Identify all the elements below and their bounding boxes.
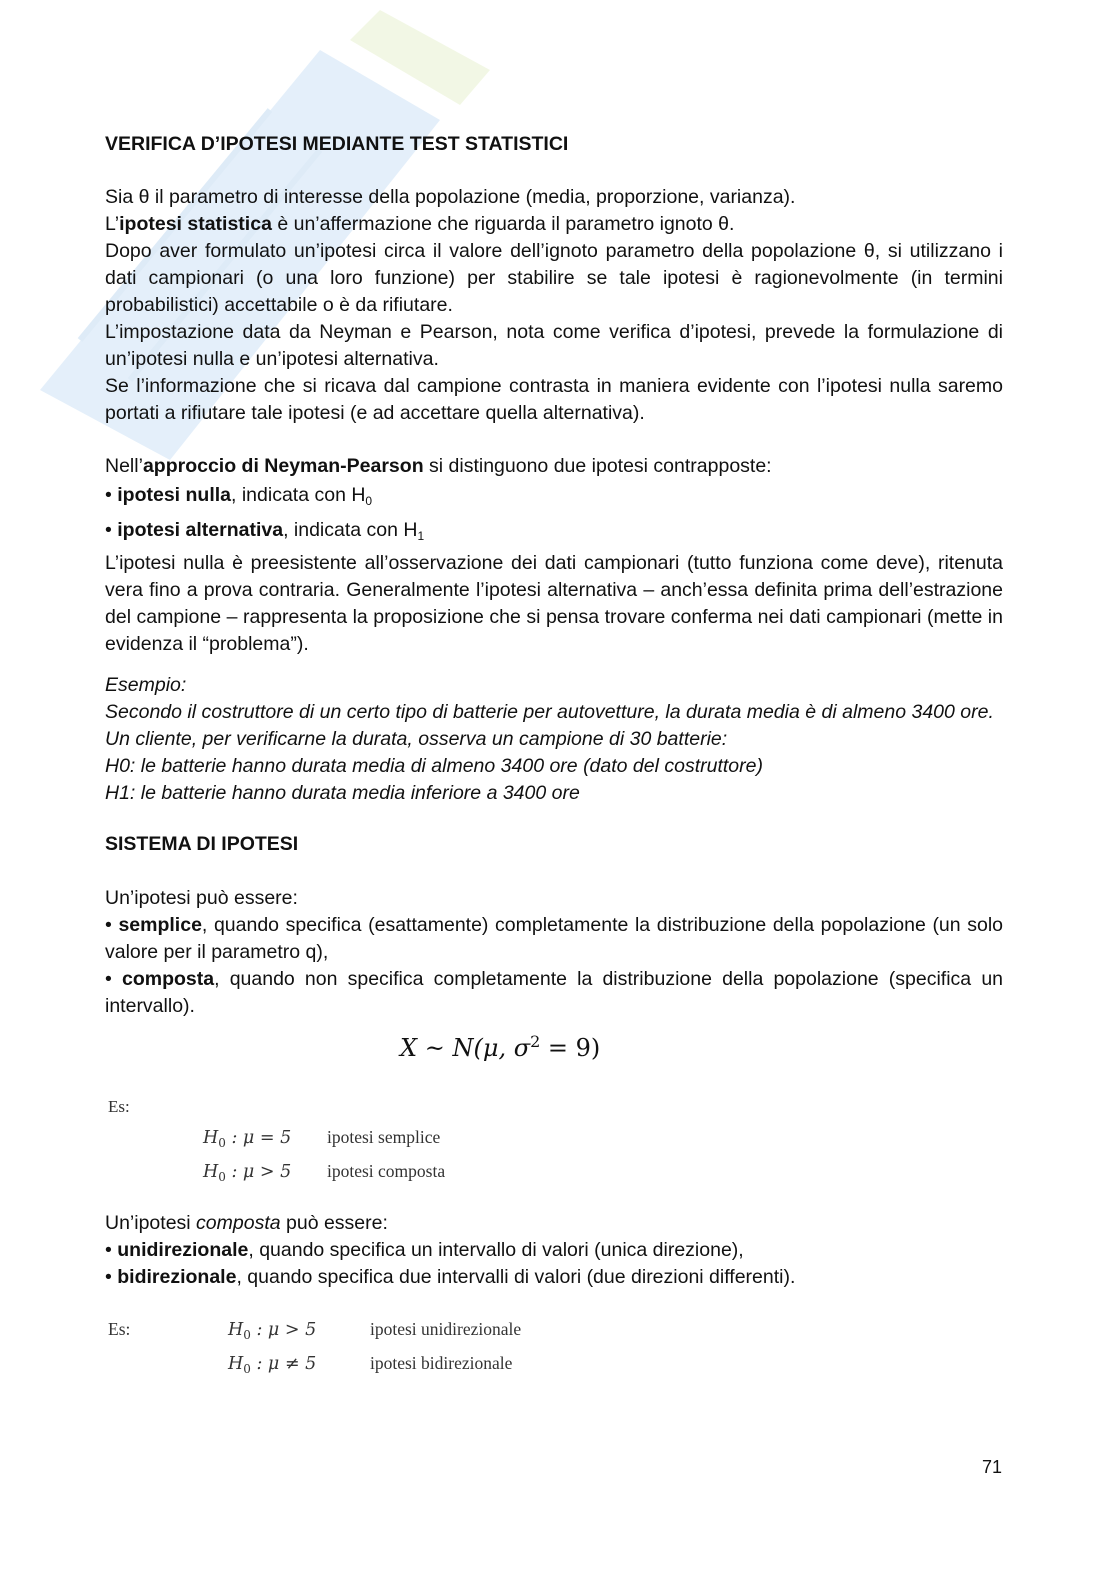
- hypothesis-types-block: [105, 885, 1003, 1020]
- example-text: Secondo il costruttore di un certo tipo di batterie per autovetture, la durata media è di almeno 3400 ore. Un cliente, per verificarne la durata, osserva un campione di 30 batterie:: [105, 701, 994, 750]
- bullet-composta: • composta, quando non specifica completamente la distribuzione della popolazione (specifica un intervallo).: [105, 968, 1004, 1017]
- paragraph-neyman-pearson: L’impostazione data da Neyman e Pearson, nota come verifica d’ipotesi, prevede la formulazione di un’ipotesi nulla e un’ipotesi alternativa.: [105, 321, 1003, 370]
- paragraph-statistical-hypothesis: L’ipotesi statistica è un’affermazione che riguarda il parametro ignoto θ.: [105, 213, 735, 235]
- approach-block: [105, 453, 1003, 658]
- paragraph-approach: Nell’approccio di Neyman-Pearson si distinguono due ipotesi contrapposte:: [105, 455, 772, 477]
- section-title-verifica: VERIFICA D’IPOTESI MEDIANTE TEST STATISTICI: [105, 133, 569, 155]
- distribution-formula: X ~ N(μ, $\sigma^2 = 9$): [400, 1032, 601, 1062]
- section-title-sistema: SISTEMA DI IPOTESI: [105, 833, 299, 855]
- example-1-row-composta: $H_0$ : μ > 5 ipotesi composta: [203, 1161, 446, 1184]
- example-h0: H0: le batterie hanno durata media di almeno 3400 ore (dato del costruttore): [105, 755, 763, 777]
- paragraph-null-description: L’ipotesi nulla è preesistente all’osservazione dei dati campionari (tutto funziona come deve), ritenuta vera fino a prova contraria. Generalmente l’ipotesi alternativa – anch’essa definita prima dell’estrazione del campione – rappresenta la proposizione che si pensa trovare conferma nei dati campionari (mette in evidenza il “problema”).: [105, 552, 1003, 655]
- example-2-row-unidirezionale: $H_0$ : μ > 5 ipotesi unidirezionale: [228, 1319, 522, 1342]
- paragraph-sample-data: Dopo aver formulato un’ipotesi circa il valore dell’ignoto parametro della popolazione θ, si utilizzano i dati campionari (o una loro funzione) per stabilire se tale ipotesi è ragionevolmente (in termini probabilistici) accettabile o è da rifiutare.: [105, 240, 1003, 316]
- paragraph-reject-null: Se l’informazione che si ricava dal campione contrasta in maniera evidente con l’ipotesi nulla saremo portati a rifiutare tale ipotesi (e ad accettare quella alternativa).: [105, 375, 1003, 424]
- paragraph-composta: Un’ipotesi composta può essere:: [105, 1212, 388, 1234]
- paragraph-intro: Un’ipotesi può essere:: [105, 887, 298, 909]
- example-1-row-semplice: $H_0$ : μ = 5 ipotesi semplice: [203, 1127, 441, 1150]
- example-block: [105, 672, 1003, 807]
- bullet-bidirezionale: • bidirezionale, quando specifica due intervalli di valori (due direzioni differenti).: [105, 1266, 796, 1288]
- example-h1: H1: le batterie hanno durata media inferiore a 3400 ore: [105, 782, 580, 804]
- example-2-label: Es:: [108, 1319, 131, 1339]
- bullet-null-hypothesis: • ipotesi nulla, indicata con $H_0$: [105, 484, 373, 508]
- paragraph-parameter: Sia θ il parametro di interesse della popolazione (media, proporzione, varianza).: [105, 186, 796, 208]
- section-1-body: [105, 184, 1003, 427]
- bullet-unidirezionale: • unidirezionale, quando specifica un intervallo di valori (unica direzione),: [105, 1239, 744, 1261]
- bullet-semplice: • semplice, quando specifica (esattamente) completamente la distribuzione della popolazione (un solo valore per il parametro q),: [105, 914, 1004, 963]
- page-number: 71: [982, 1457, 1003, 1477]
- bullet-alternative-hypothesis: • ipotesi alternativa, indicata con $H_1$: [105, 519, 425, 543]
- composta-types-block: [105, 1210, 1003, 1291]
- example-2-row-bidirezionale: $H_0$ : μ ≠ 5 ipotesi bidirezionale: [228, 1353, 513, 1376]
- example-label: Esempio:: [105, 674, 187, 696]
- example-1-label: Es:: [108, 1097, 130, 1116]
